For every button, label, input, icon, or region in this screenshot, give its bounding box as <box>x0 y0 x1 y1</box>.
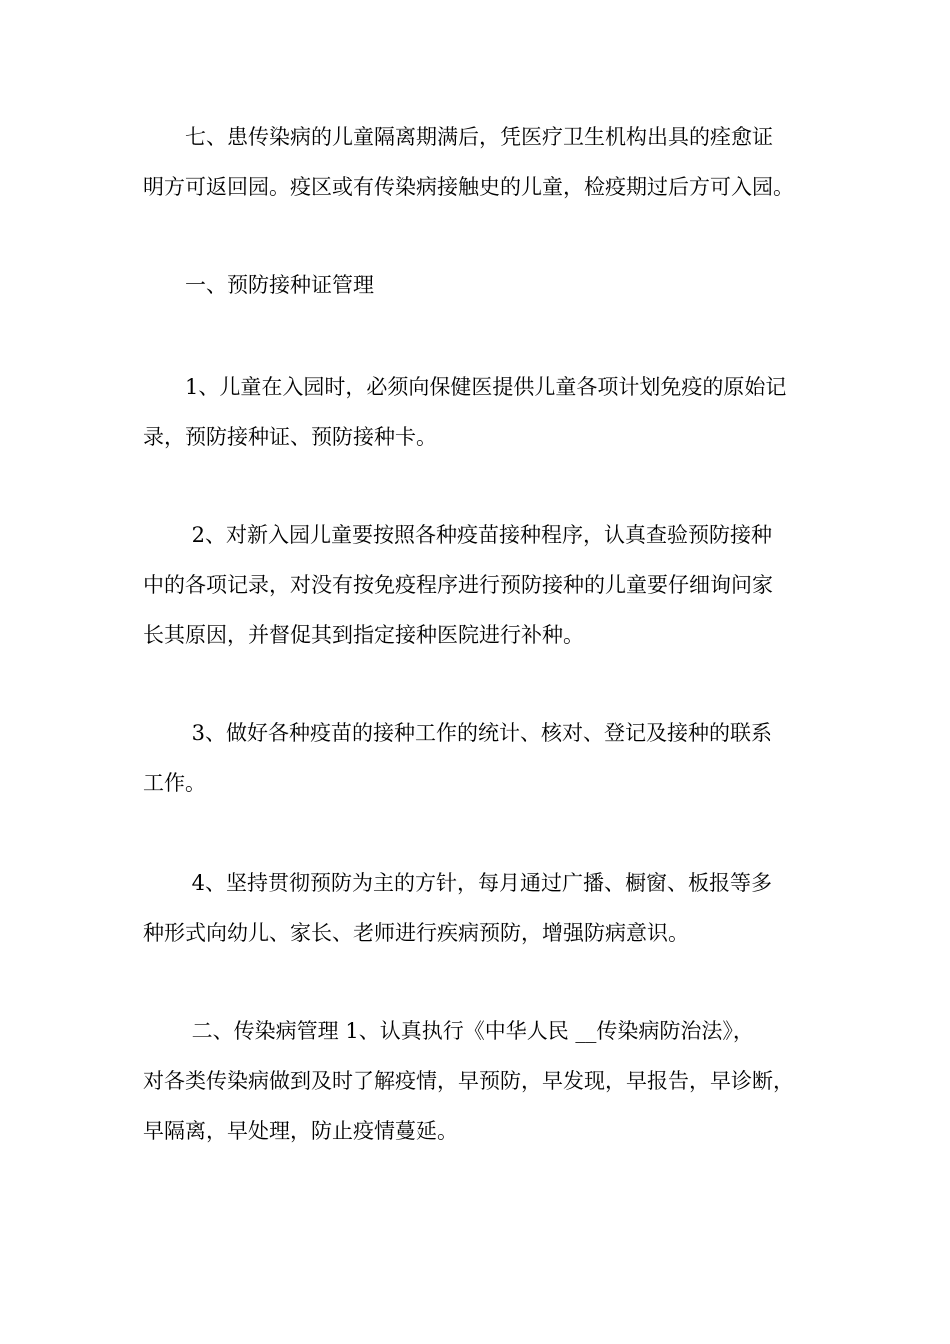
section-heading-vaccination-certificate <box>143 260 808 310</box>
text-line: 1、儿童在入园时，必须向保健医提供儿童各项计划免疫的原始记 <box>143 375 787 399</box>
text-line: 长其原因，并督促其到指定接种医院进行补种。 <box>143 623 584 647</box>
paragraph-isolation-rule <box>143 112 808 212</box>
paragraph-item-1 <box>143 362 808 462</box>
text-line: 对各类传染病做到及时了解疫情，早预防，早发现，早报告，早诊断， <box>143 1069 794 1093</box>
text-line: 2、对新入园儿童要按照各种疫苗接种程序，认真查验预防接种 <box>143 523 773 547</box>
text-line: 中的各项记录，对没有按免疫程序进行预防接种的儿童要仔细询问家 <box>143 573 773 597</box>
text-line: 种形式向幼儿、家长、老师进行疾病预防，增强防病意识。 <box>143 921 689 945</box>
text-line: 录，预防接种证、预防接种卡。 <box>143 425 437 449</box>
text-line: 明方可返回园。疫区或有传染病接触史的儿童，检疫期过后方可入园。 <box>143 175 794 199</box>
text-line: 一、预防接种证管理 <box>143 273 374 297</box>
text-line: 七、患传染病的儿童隔离期满后，凭医疗卫生机构出具的痊愈证 <box>143 125 773 149</box>
paragraph-item-4 <box>143 858 808 958</box>
text-line: 工作。 <box>143 771 206 795</box>
paragraph-item-2 <box>143 510 808 660</box>
section-infectious-disease-management <box>143 1006 808 1156</box>
paragraph-item-3 <box>143 708 808 808</box>
text-line: 4、坚持贯彻预防为主的方针，每月通过广播、橱窗、板报等多 <box>143 871 773 895</box>
text-line: 早隔离，早处理，防止疫情蔓延。 <box>143 1119 458 1143</box>
text-line: 3、做好各种疫苗的接种工作的统计、核对、登记及接种的联系 <box>143 721 773 745</box>
text-line: 二、传染病管理 1、认真执行《中华人民 __传染病防治法》， <box>143 1019 754 1043</box>
